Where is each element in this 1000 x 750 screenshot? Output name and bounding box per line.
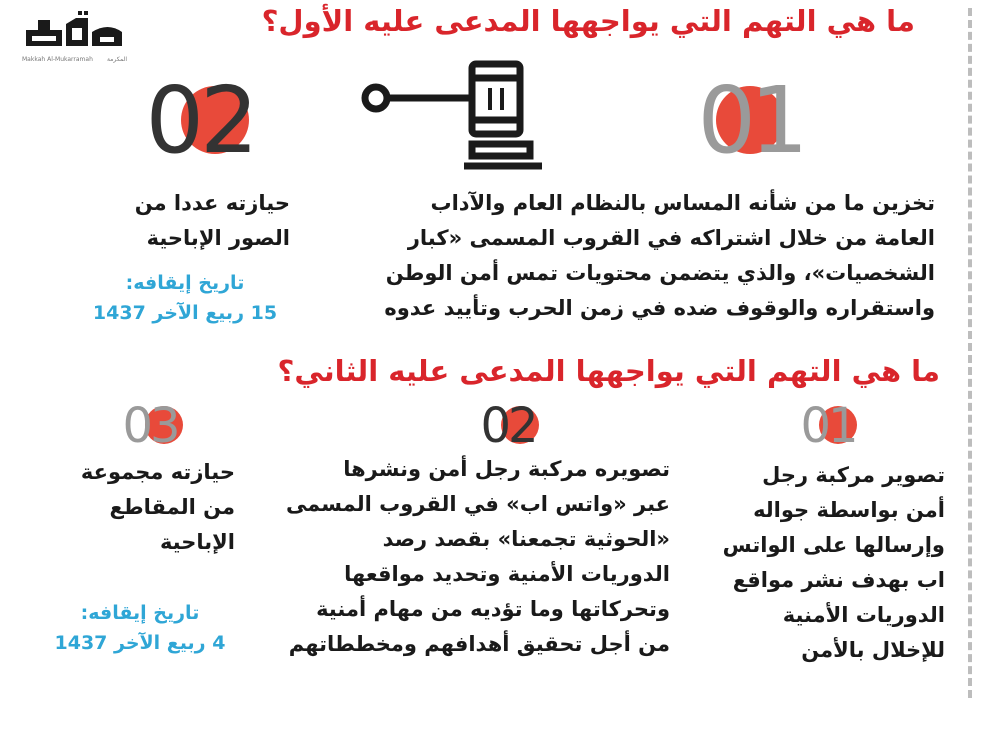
section1-number-01 bbox=[680, 78, 820, 163]
text-line: «الحوثية تجمعنا» بقصد رصد bbox=[382, 527, 670, 551]
number-01: 01 bbox=[800, 402, 856, 448]
logo bbox=[22, 10, 127, 68]
text-line: تخزين ما من شأنه المساس بالنظام العام والآداب bbox=[430, 191, 935, 215]
section2-number-01 bbox=[790, 402, 870, 448]
date-label: تاريخ إيقافه: bbox=[125, 272, 245, 294]
text-line: عبر «واتس اب» في القروب المسمى bbox=[285, 492, 670, 516]
text-line: من أجل تحقيق أهدافهم ومخططاتهم bbox=[288, 632, 670, 656]
section2-date bbox=[40, 602, 240, 654]
text-line: تصويره مركبة رجل أمن ونشرها bbox=[343, 457, 670, 481]
section1-number-02 bbox=[115, 78, 285, 163]
text-line: الشخصيات»، والذي يتضمن محتويات تمس أمن الوطن bbox=[385, 261, 935, 285]
logo-subtitle-latin: Makkah Al-Mukarramah bbox=[22, 56, 93, 63]
text-line: تصوير مركبة رجل bbox=[762, 463, 945, 487]
number-02: 02 bbox=[480, 402, 536, 448]
text-line: من المقاطع bbox=[109, 495, 235, 519]
section1-date bbox=[80, 272, 290, 324]
logo-mark bbox=[22, 10, 127, 50]
text-line: الإباحية bbox=[159, 530, 235, 554]
section2-number-02 bbox=[468, 402, 554, 448]
section1-item1-text bbox=[295, 186, 935, 326]
dashed-divider bbox=[968, 8, 972, 698]
section2-number-03 bbox=[108, 402, 194, 448]
date-label: تاريخ إيقافه: bbox=[80, 602, 200, 624]
number-01: 01 bbox=[697, 78, 803, 163]
section2-heading: ما هي التهم التي يواجهها المدعى عليه الثاني؟ bbox=[277, 354, 940, 388]
text-line: الدوريات الأمنية bbox=[782, 603, 945, 627]
section2-item2-text bbox=[258, 452, 670, 662]
text-line: وإرسالها على الواتس bbox=[722, 533, 945, 557]
text-line: العامة من خلال اشتراكه في القروب المسمى «كبار bbox=[407, 226, 935, 250]
text-line: أمن بواسطة جواله bbox=[753, 498, 945, 522]
logo-subtitle-arabic: المكرمة bbox=[106, 56, 127, 63]
section1-item2-text bbox=[95, 186, 290, 256]
text-line: الدوريات الأمنية وتحديد مواقعها bbox=[344, 562, 670, 586]
number-03: 03 bbox=[122, 402, 178, 448]
text-line: الصور الإباحية bbox=[146, 226, 290, 250]
date-value: 4 ربيع الآخر 1437 bbox=[54, 632, 226, 654]
section2-item1-text bbox=[690, 458, 945, 668]
text-line: حيازته مجموعة bbox=[80, 460, 235, 484]
date-value: 15 ربيع الآخر 1437 bbox=[92, 302, 278, 324]
text-line: واستقراره والوقوف ضده في زمن الحرب وتأييد عدوه bbox=[384, 296, 935, 320]
text-line: للإخلال بالأمن bbox=[801, 638, 945, 662]
section1-heading: ما هي التهم التي يواجهها المدعى عليه الأول؟ bbox=[261, 4, 915, 38]
gavel-icon bbox=[360, 58, 550, 173]
section2-item3-text bbox=[40, 455, 235, 560]
text-line: اب بهدف نشر مواقع bbox=[732, 568, 945, 592]
text-line: حيازته عددا من bbox=[134, 191, 290, 215]
text-line: وتحركاتها وما تؤديه من مهام أمنية bbox=[316, 597, 670, 621]
number-02: 02 bbox=[145, 78, 255, 163]
